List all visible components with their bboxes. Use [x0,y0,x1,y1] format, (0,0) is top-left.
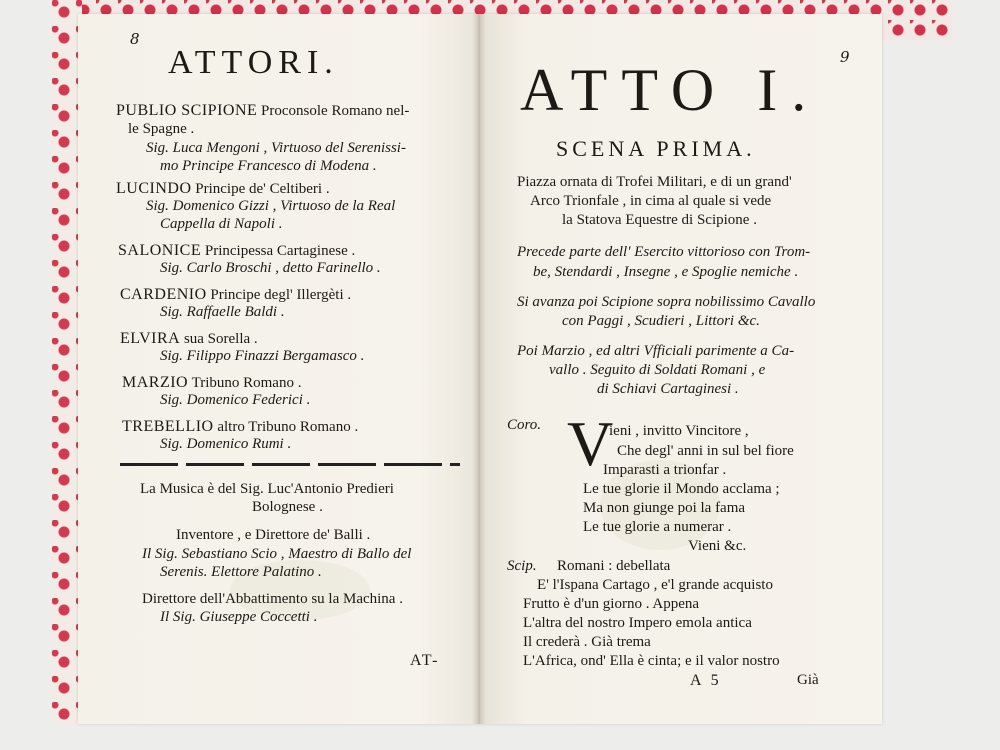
setting-line: la Statova Equestre di Scipione . [562,212,757,228]
verse-line: E' l'Ispana Cartago , e'l grande acquisto [537,577,773,593]
cast-performer: Sig. Domenico Federici . [160,392,311,408]
credit-line: Direttore dell'Abbattimento su la Machina . [142,591,403,607]
cast-performer: Sig. Domenico Gizzi , Virtuoso de la Real [146,198,396,214]
cast-performer: Sig. Carlo Broschi , detto Farinello . [160,260,381,276]
credit-line: Serenis. Elettore Palatino . [160,564,322,580]
credit-line: Il Sig. Sebastiano Scio , Maestro di Ballo del [142,546,412,562]
cast-role-line: TREBELLIO altro Tribuno Romano . [122,418,359,435]
stage-direction-line: be, Stendardi , Insegne , e Spoglie nemiche . [533,264,799,280]
verse-line: Le tue glorie a numerar . [583,519,732,535]
verse-line: Vieni &c. [688,538,747,554]
drop-cap-letter: V [567,408,614,479]
stage-direction-line: vallo . Seguito di Soldati Romani , e [549,362,766,378]
scene-heading: SCENA PRIMA. [556,136,756,161]
verse-line: Ma non giunge poi la fama [583,500,746,516]
catchword-right: Già [797,672,819,688]
verse-line: L'Africa, ond' Ella è cinta; e il valor nostro [523,653,780,669]
credit-line: Il Sig. Giuseppe Coccetti . [160,609,318,625]
cast-role-line: le Spagne . [128,121,195,137]
cast-performer: Sig. Filippo Finazzi Bergamasco . [160,348,365,364]
setting-line: Arco Trionfale , in cima al quale si vede [530,193,772,209]
cast-role-line: ELVIRA sua Sorella . [120,330,258,347]
stage-direction-line: Poi Marzio , ed altri Vfficiali parimente a Ca- [517,343,795,359]
verse-line: Romani : debellata [557,558,671,574]
cast-performer: Sig. Raffaelle Baldi . [160,304,285,320]
cast-role-line: LUCINDO Principe de' Celtiberi . [116,180,330,197]
cast-performer: Sig. Luca Mengoni , Virtuoso del Serenissi- [146,140,406,156]
page-number-left: 8 [130,30,140,48]
credit-line: Bolognese . [252,499,323,515]
cast-role-line: SALONICE Principessa Cartaginese . [118,242,356,259]
credit-line: La Musica è del Sig. Luc'Antonio Predieri [140,481,394,497]
verse-line: Frutto è d'un giorno . Appena [523,596,700,612]
cast-role-line: CARDENIO Principe degl' Illergèti . [120,286,352,303]
section-divider-rule [120,463,460,466]
speaker-scip: Scip. [507,558,537,574]
stage-direction-line: con Paggi , Scudieri , Littori &c. [562,313,760,329]
catchword-left: AT- [410,652,440,669]
page-title-atto: ATTO I. [520,57,821,123]
stage-direction-line: Si avanza poi Scipione sopra nobilissimo Cavallo [517,294,816,310]
page-number-right: 9 [840,48,850,66]
cast-performer: mo Principe Francesco di Modena . [160,158,377,174]
book-gutter [472,14,486,724]
cast-role-line: PUBLIO SCIPIONE Proconsole Romano nel- [116,102,410,119]
verse-line: Imparasti a trionfar . [603,462,727,478]
verse-line: Le tue glorie il Mondo acclama ; [583,481,780,497]
cast-performer: Cappella di Napoli . [160,216,283,232]
cast-role-line: MARZIO Tribuno Romano . [122,374,302,391]
stage-direction-line: Precede parte dell' Esercito vittorioso con Trom- [517,244,811,260]
verse-line: Il crederà . Già trema [523,634,651,650]
verse-line: ieni , invitto Vincitore , [609,423,749,439]
verse-line: Che degl' anni in sul bel fiore [617,443,794,459]
cast-performer: Sig. Domenico Rumi . [160,436,292,452]
signature-mark: A 5 [690,672,722,689]
credit-line: Inventore , e Direttore de' Balli . [176,527,371,543]
speaker-coro: Coro. [507,417,542,433]
verse-line: L'altra del nostro Impero emola antica [523,615,752,631]
page-title-attori: ATTORI. [168,44,339,81]
stage-direction-line: di Schiavi Cartaginesi . [597,381,739,397]
setting-line: Piazza ornata di Trofei Militari, e di un grand' [517,174,792,190]
